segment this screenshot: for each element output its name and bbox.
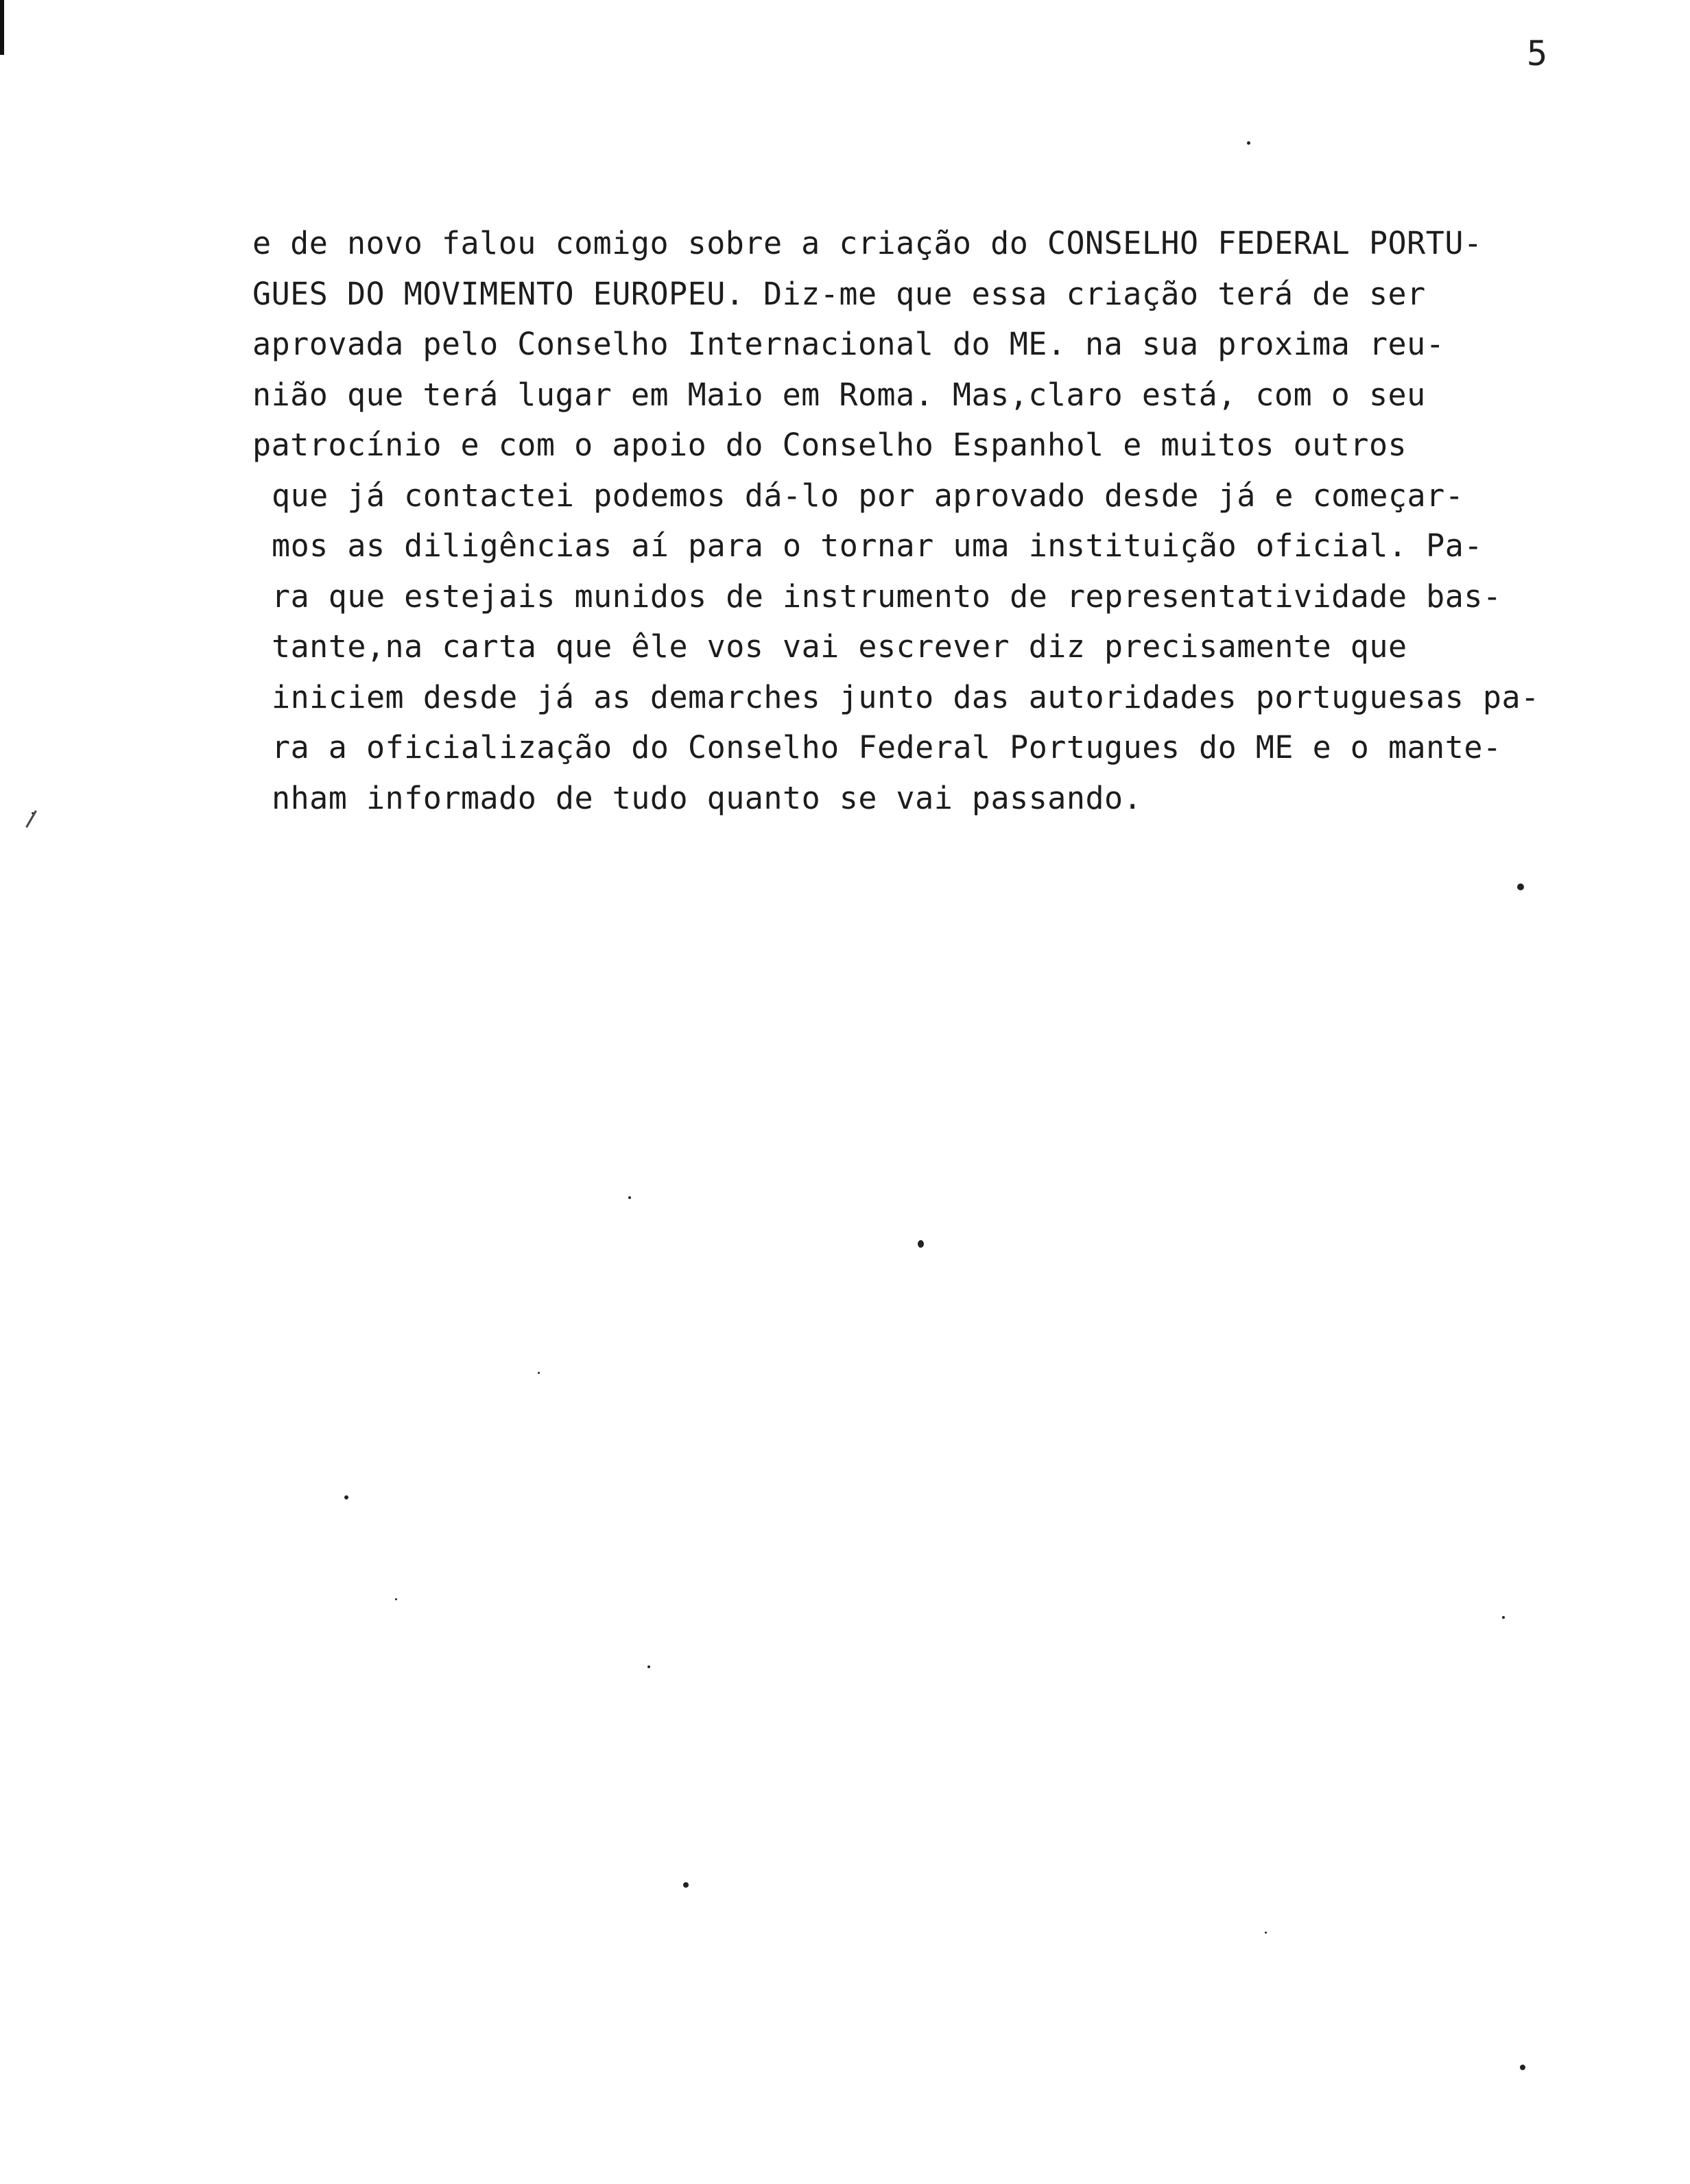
text-line: nião que terá lugar em Maio em Roma. Mas,claro está, com o seu <box>252 376 1426 413</box>
text-line: GUES DO MOVIMENTO EUROPEU. Diz-me que essa criação terá de ser <box>252 275 1426 312</box>
text-line: patrocínio e com o apoio do Conselho Espanhol e muitos outros <box>252 427 1407 463</box>
page-number: 5 <box>1527 34 1548 73</box>
text-line: ra que estejais munidos de instrumento de representatividade bas- <box>272 578 1502 615</box>
scan-speck <box>918 1240 924 1248</box>
scan-speck <box>344 1495 348 1499</box>
text-line: nham informado de tudo quanto se vai passando. <box>272 779 1143 816</box>
text-line: tante,na carta que êle vos vai escrever diz precisamente que <box>272 628 1407 665</box>
scan-speck <box>683 1882 689 1888</box>
text-line: que já contactei podemos dá-lo por aprovado desde já e começar- <box>272 477 1464 514</box>
text-line: iniciem desde já as demarches junto das autoridades portuguesas pa- <box>272 678 1540 715</box>
text-line: aprovada pelo Conselho Internacional do ME. na sua proxima reu- <box>252 326 1445 362</box>
scan-speck <box>1517 883 1524 890</box>
text-line: mos as diligências aí para o tornar uma instituição oficial. Pa- <box>272 527 1483 564</box>
scan-speck <box>1265 1932 1267 1934</box>
scan-speck <box>538 1372 540 1374</box>
scan-speck <box>1247 141 1250 145</box>
letter-body <box>252 218 1658 823</box>
binding-edge-mark <box>0 0 4 55</box>
text-line: e de novo falou comigo sobre a criação do CONSELHO FEDERAL PORTU- <box>252 225 1483 261</box>
scan-speck <box>1520 2065 1525 2070</box>
scan-speck <box>647 1665 650 1668</box>
scan-speck <box>1502 1616 1505 1619</box>
text-line: ra a oficialização do Conselho Federal Portugues do ME e o mante- <box>272 729 1502 765</box>
scan-speck <box>395 1598 397 1600</box>
scan-speck <box>628 1196 631 1199</box>
